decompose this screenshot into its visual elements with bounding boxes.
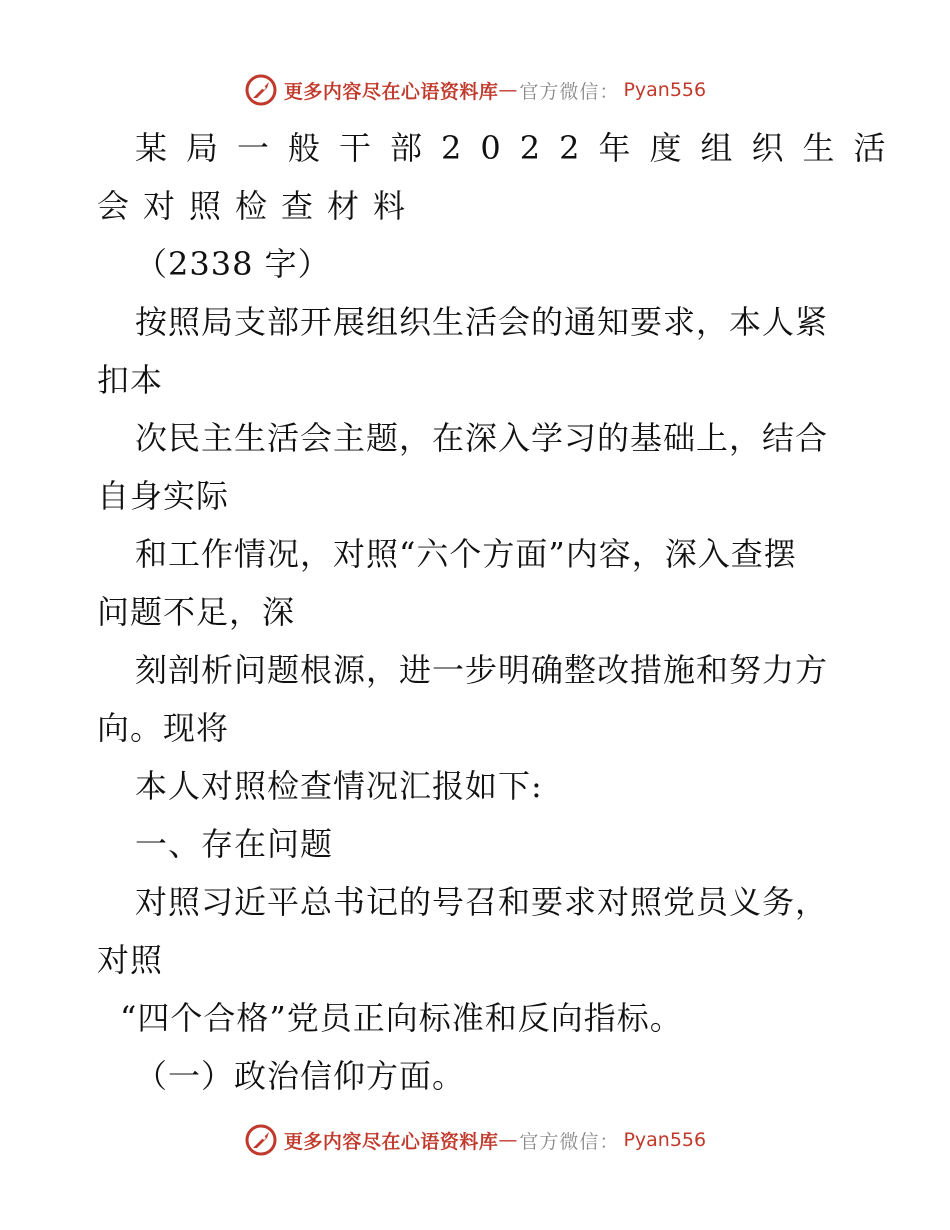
paragraph-line: 刻剖析问题根源，进一步明确整改措施和努力方 (135, 651, 829, 689)
watermark-dash: — (498, 1129, 518, 1151)
paragraph-line: 向。现将 (97, 709, 230, 747)
paragraph-line: 按照局支部开展组织生活会的通知要求，本人紧 (135, 303, 829, 341)
word-count: （2338 字） (135, 245, 331, 283)
footer-watermark (0, 1120, 950, 1160)
paragraph-line: 扣本 (97, 361, 164, 399)
document-title-line-2: 会对照检查材料 (97, 187, 420, 225)
header-watermark (0, 70, 950, 110)
paragraph-line: “四个合格”党员正向标准和反向指标。 (120, 999, 683, 1037)
document-title-line-1: 某局一般干部2022年度组织生活 (135, 129, 905, 167)
watermark-dash: — (498, 79, 518, 101)
paragraph-line: 自身实际 (97, 477, 230, 515)
watermark-label: 官方微信： (519, 80, 620, 103)
paragraph-line: 本人对照检查情况汇报如下: (135, 767, 543, 805)
watermark-site-text: 更多内容尽在心语资料库 (283, 1130, 499, 1153)
watermark-account: Pyan556 (623, 79, 707, 101)
watermark-label: 官方微信： (519, 1130, 620, 1153)
paragraph-line: 问题不足，深 (97, 593, 296, 631)
paragraph-line: 对照习近平总书记的号召和要求对照党员义务， (135, 883, 829, 921)
section-heading: 一、存在问题 (135, 825, 334, 863)
watermark-account: Pyan556 (623, 1129, 707, 1151)
pen-nib-logo-icon (244, 73, 278, 107)
watermark-site-text: 更多内容尽在心语资料库 (283, 80, 499, 103)
paragraph-line: 和工作情况，对照“六个方面”内容，深入查摆 (135, 535, 797, 573)
paragraph-line: 对照 (97, 941, 164, 979)
pen-nib-logo-icon (244, 1123, 278, 1157)
paragraph-line: 次民主生活会主题，在深入学习的基础上，结合 (135, 419, 829, 457)
subsection-heading: （一）政治信仰方面。 (135, 1057, 466, 1095)
